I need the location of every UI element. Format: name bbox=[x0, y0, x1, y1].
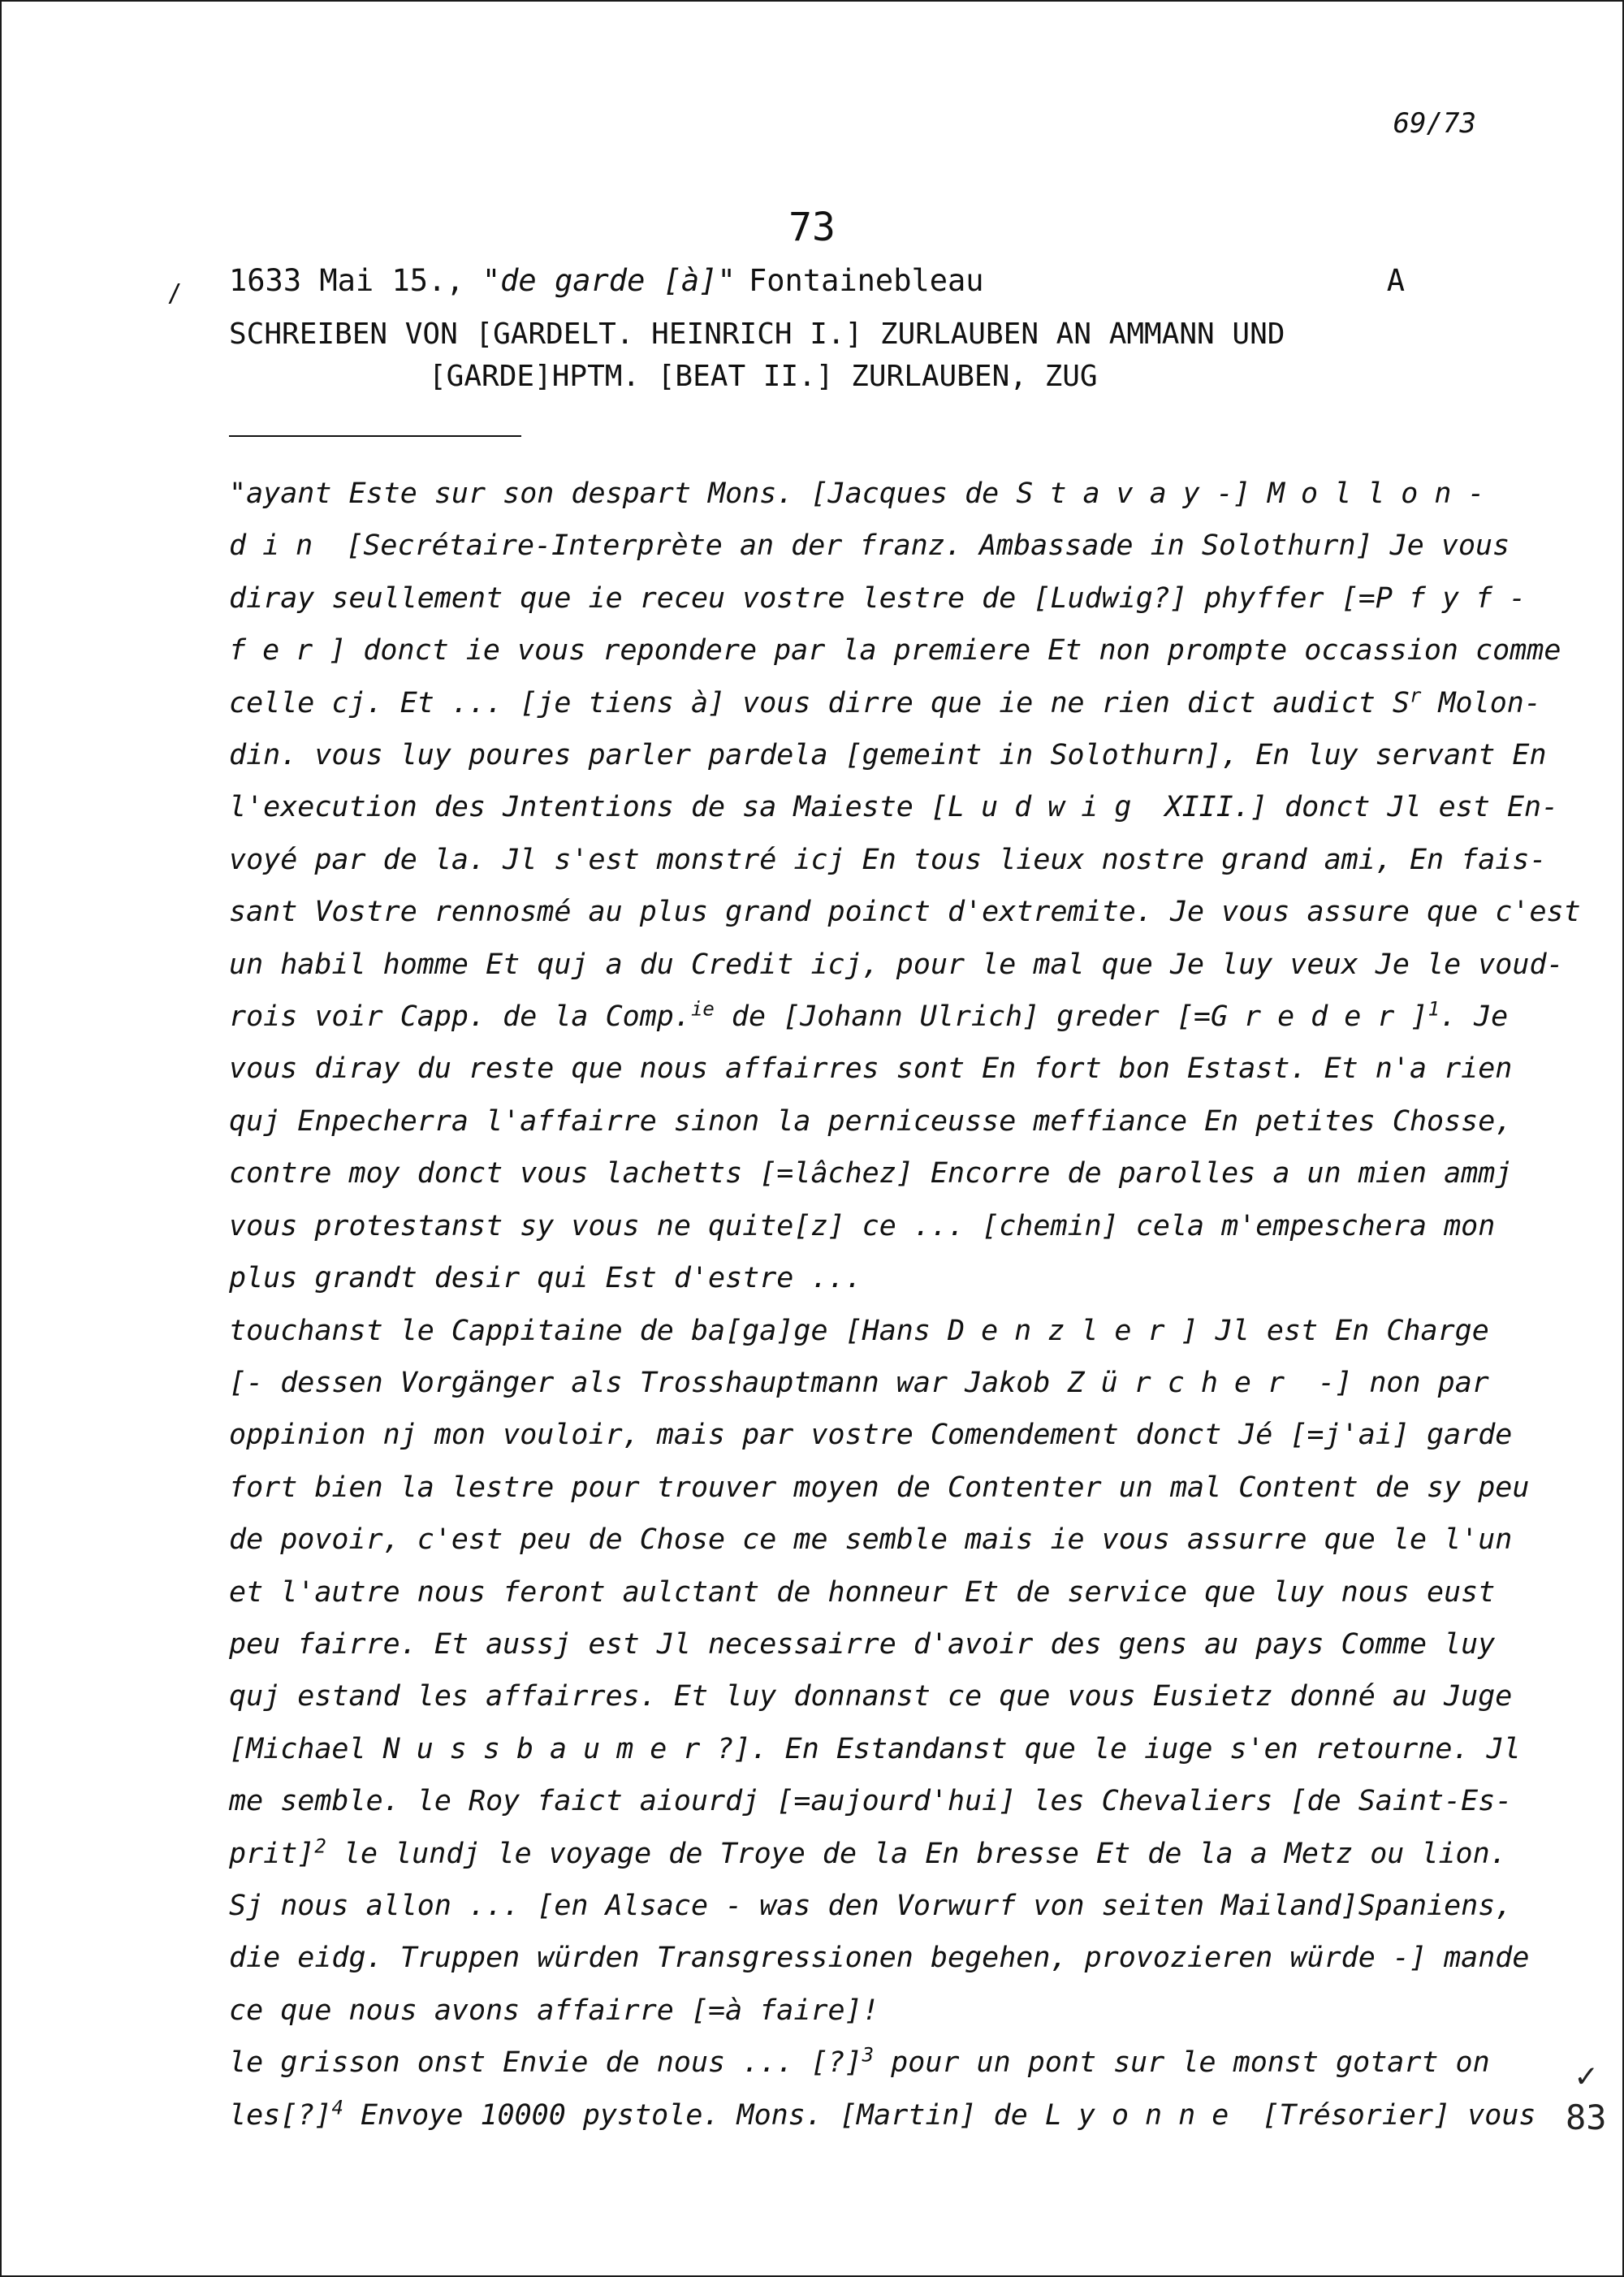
document-heading bbox=[229, 313, 1285, 398]
place: Fontainebleau bbox=[749, 263, 984, 298]
text-line: me semble. le Roy faict aiourdj [=aujourd'hui] les Chevaliers [de Saint-Es- bbox=[229, 1785, 1513, 1818]
text-line: plus grandt desir qui Est d'estre ... bbox=[229, 1262, 862, 1295]
text-line: fort bien la lestre pour trouver moyen de Contenter un mal Content de sy peu bbox=[229, 1471, 1530, 1504]
dateline bbox=[229, 263, 1405, 298]
siglum: A bbox=[1386, 263, 1405, 298]
text-line: din. vous luy poures parler pardela [gemeint in Solothurn], En luy servant En bbox=[229, 739, 1547, 772]
date: 1633 Mai 15., bbox=[229, 263, 464, 298]
text-line: din [Secrétaire-Interprète an der franz. Ambassade in Solothurn] Je vous bbox=[229, 529, 1510, 563]
text-line: contre moy donct vous lachetts [=lâchez] Encorre de parolles a un mien ammj bbox=[229, 1157, 1513, 1190]
text-line: rois voir Capp. de la Comp.$^{ie}$ de [Johann Ulrich] greder [=Greder]$^1$. Je bbox=[229, 997, 1509, 1034]
text-line: les[?]$^4$ Envoye 10000 pystole. Mons. [Martin] de Lyonne [Trésorier] vous bbox=[229, 2095, 1536, 2132]
text-line: quj Enpecherra l'affairre sinon la perniceusse meffiance En petites Chosse, bbox=[229, 1104, 1513, 1138]
text-line: fer] donct ie vous repondere par la premiere Et non prompte occassion comme bbox=[229, 634, 1561, 668]
heading-rule bbox=[229, 435, 521, 437]
text-line: ce que nous avons affairre [=à faire]! bbox=[229, 1994, 879, 2027]
check-mark-icon: ✓ bbox=[1575, 2055, 1596, 2095]
letter-text bbox=[229, 468, 1609, 2141]
text-line: [Michael Nussbaumer?]. En Estandanst que le iuge s'en retourne. Jl bbox=[229, 1732, 1521, 1765]
text-line: prit]$^2$ le lundj le voyage de Troye de la En bresse Et de la a Metz ou lion. bbox=[229, 1834, 1507, 1870]
text-line: die eidg. Truppen würden Transgressionen begehen, provozieren würde -] mande bbox=[229, 1942, 1530, 1975]
heading-line-2: [GARDE]HPTM. [BEAT II.] ZURLAUBEN, ZUG bbox=[429, 360, 1098, 393]
text-line: [- dessen Vorgänger als Trosshauptmann war Jakob Zürcher -] non par bbox=[229, 1366, 1489, 1399]
text-line: un habil homme Et quj a du Credit icj, pour le mal que Je luy veux Je le voud- bbox=[229, 948, 1564, 981]
margin-tick-mark: / bbox=[167, 279, 183, 308]
date-quote: "de garde [à]" bbox=[482, 263, 736, 298]
heading-line-1: SCHREIBEN VON [GARDELT. HEINRICH I.] ZURLAUBEN AN AMMANN UND bbox=[229, 318, 1285, 351]
text-line: de povoir, c'est peu de Chose ce me semble mais ie vous assurre que le l'un bbox=[229, 1523, 1513, 1557]
text-line: diray seullement que ie receu vostre lestre de [Ludwig?] phyffer [=Pfyf- bbox=[229, 581, 1543, 615]
text-line: vous protestanst sy vous ne quite[z] ce ... [chemin] cela m'empeschera mon bbox=[229, 1209, 1496, 1242]
handwritten-page-mark bbox=[1566, 2054, 1607, 2139]
folio-number: 69/73 bbox=[1393, 107, 1476, 140]
text-line: quj estand les affairres. Et luy donnanst ce que vous Eusietz donné au Juge bbox=[229, 1680, 1513, 1713]
handwritten-number: 83 bbox=[1566, 2098, 1607, 2137]
text-line: "ayant Este sur son despart Mons. [Jacques de Stavay-] Mollon- bbox=[229, 477, 1501, 510]
document-number: 73 bbox=[788, 205, 836, 250]
text-line: l'execution des Jntentions de sa Maieste [Ludwig XIII.] donct Jl est En- bbox=[229, 791, 1559, 824]
text-line: et l'autre nous feront aulctant de honneur Et de service que luy nous eust bbox=[229, 1575, 1496, 1609]
text-line: celle cj. Et ... [je tiens à] vous dirre que ie ne rien dict audict $S^r$ Molon- bbox=[229, 683, 1541, 719]
text-line: oppinion nj mon vouloir, mais par vostre Comendement donct Jé [=j'ai] garde bbox=[229, 1419, 1513, 1452]
text-line: sant Vostre rennosmé au plus grand poinct d'extremite. Je vous assure que c'est bbox=[229, 896, 1581, 929]
text-line: voyé par de la. Jl s'est monstré icj En tous lieux nostre grand ami, En fais- bbox=[229, 843, 1547, 876]
text-line: Sj nous allon ... [en Alsace - was den Vorwurf von seiten Mailand]Spaniens, bbox=[229, 1889, 1513, 1922]
text-line: peu fairre. Et aussj est Jl necessairre d'avoir des gens au pays Comme luy bbox=[229, 1627, 1496, 1661]
text-line: le grisson onst Envie de nous ... [?]$^3$ pour un pont sur le monst gotart on bbox=[229, 2043, 1490, 2080]
text-line: touchanst le Cappitaine de ba[ga]ge [Hans Denzler] Jl est En Charge bbox=[229, 1314, 1489, 1347]
text-line: vous diray du reste que nous affairres sont En fort bon Estast. Et n'a rien bbox=[229, 1052, 1513, 1086]
